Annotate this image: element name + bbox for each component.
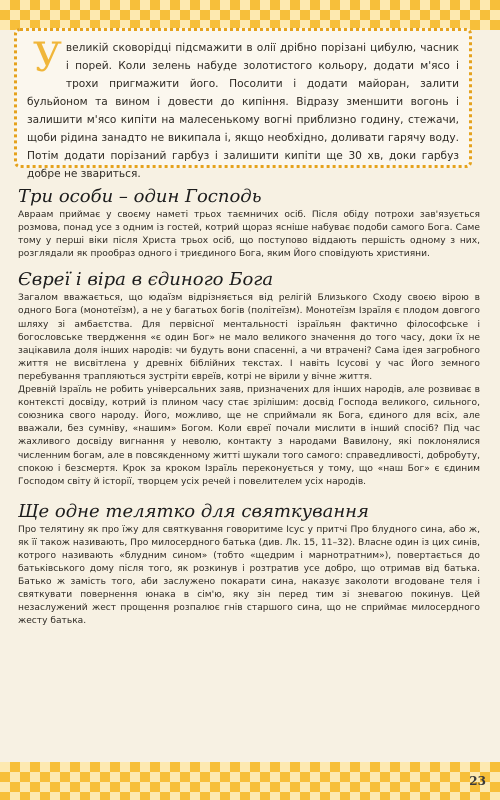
recipe-paragraph [27, 35, 459, 183]
section-paragraph: Про телятину як про їжу для святкування говоритиме Ісус у притчі Про блудного сина, або ж, як її також називають, Про милосердного батька (див. Лк. 15, 11–32). Власне один із цих синів, котрого називають «блудним сином» (тобто «щедрим і марнотратним»), повертається до батьківського дому після того, як розкинув і розтратив усе добро, що отримав від батька. Батько ж замість того, аби заслужено покарати сина, наказує заколоти вгодоване теля і святкувати повернення юнака в сім'ю, яку зін перед тим зі зневагою покинув. Цей незаслужений жест прощення розпалює гнів старшого сина, що не сприймає милосердного жесту батька. [18, 524, 480, 627]
top-decorative-border [0, 0, 500, 30]
drop-cap: У [33, 35, 62, 81]
section-jews-and-faith [18, 269, 480, 488]
main-content [18, 180, 480, 629]
section-three-persons [18, 186, 480, 261]
section-title: Три особи – один Господь [18, 186, 262, 207]
section-paragraph: Загалом вважається, що юдаїзм відрізняється від релігій Близького Сходу своєю вірою в одного Бога (монотеїзм), а не у багатьох богів (політеїзм). Монотеїзм Ізраїля є плодом довгого шляху зі амбаєтства. Для первісної ментальності ізраїльян фактично філософське і богословське твердження «є один Бог» не мало великого значення до того часу, доки їх не зацікавила доля інших народів: чи будуть вони спасенні, а чи втрачені? Сама ідея загробного життя не висвітлена у древніх біблійних текстах. І навіть Ісусові у час Його земного перебування трапляються зустріти євреїв, котрі не вірили у вічне життя. [18, 293, 480, 382]
section-paragraph: Авраам приймає у своєму наметі трьох таємничих осіб. Після обіду потрохи зав'язується розмова, понад усе з одним із гостей, котрий щораз ясніше набуває подоби самого Бога. Саме тому у перші віки після Христа трьох осіб, що поступово віддають першість одному з них, розглядали як прообраз одного і триєдиного Бога, яким Його сповідують християни. [18, 210, 480, 260]
section-paragraph: Древній Ізраїль не робить універсальних заяв, призначених для інших народів, але розвиває в контексті досвіду, котрий із плином часу стає зрілішим: досвід Господа великого, сильного, союзника свого народу. Його, можливо, ще не сприймали як Бога, єдиного для всіх, але вважали, без сумніву, «нашим» Богом. Коли євреї почали мислити в інший спосіб? Під час жахливого досвіду вигнання у неволю, контакту з народами Вавилону, які поклонялися численним богам, але в повсякденному житті шукали того самого: справедливості, добробуту, спокою і безсмертя. Крок за кроком Ізраїль переконується у тому, що «наш Бог» є єдиним Господом світу й історії, творцем усіх речей і повелителем усіх народів. [18, 385, 480, 487]
bottom-decorative-border [0, 762, 500, 800]
section-title: Євреї і віра в єдиного Бога [18, 269, 274, 291]
page-number: 23 [469, 774, 486, 788]
recipe-box [14, 28, 472, 180]
recipe-text: великій сковорідці підсмажити в олії дрібно порізані цибулю, часник і порей. Коли зелень набуде золотистого кольору, додати м'ясо і трохи пригмажити його. Посолити і додати майоран, залити бульйоном та вином і довести до кипіння. Відразу зменшити вогонь і залишити м'ясо кипіти на малесенькому вогні приблизно годину, стежачи, щоби рідина занадто не википала і, якщо необхідно, доливати гарячу воду. Потім додати порізаний гарбуз і залишити кипіти ще 30 хв, доки гарбуз добре не звариться. [27, 42, 459, 180]
section-calf-celebration [18, 501, 480, 629]
section-title: Ще одне телятко для святкування [18, 500, 369, 522]
